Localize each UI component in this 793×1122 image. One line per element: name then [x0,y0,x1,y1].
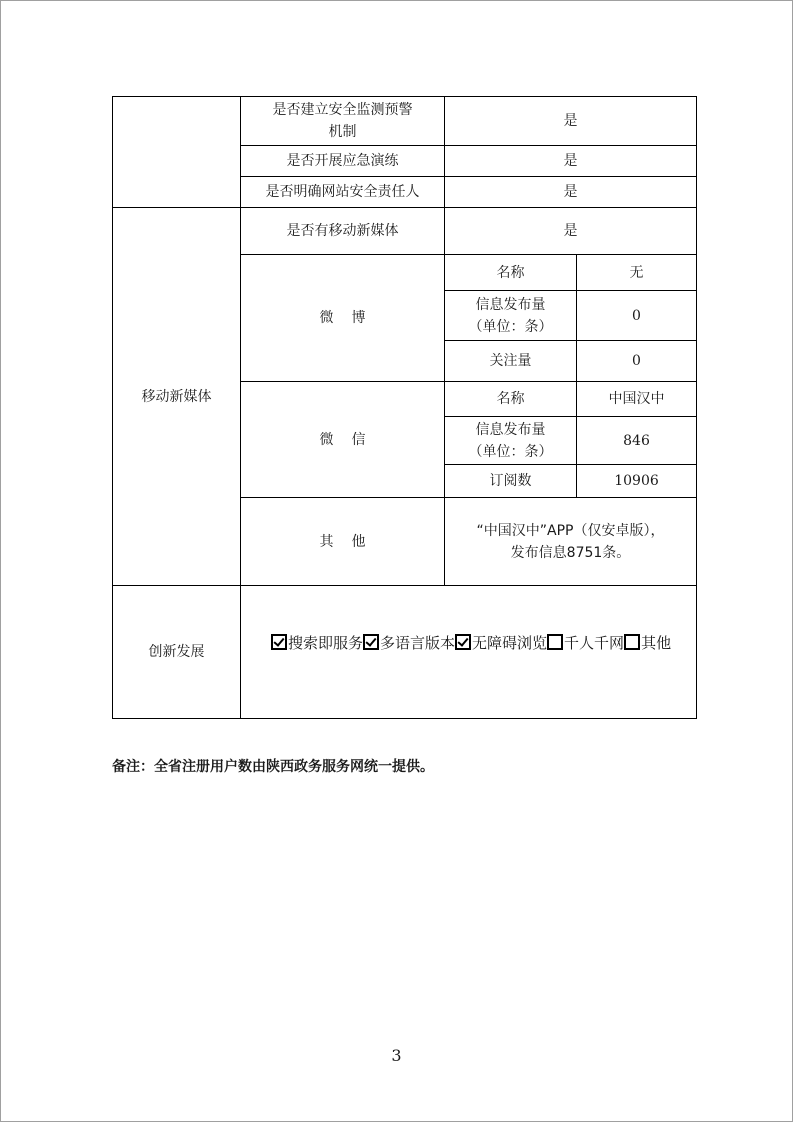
table-rule [696,96,697,719]
security-monitoring-label: 是否建立安全监测预警 机制 [272,102,413,140]
weibo-followers-value: 0 [632,353,641,369]
security-officer-label: 是否明确网站安全责任人 [265,184,420,200]
option-label: 无障碍浏览 [472,633,548,652]
other-media-value: “中国汉中”APP（仅安卓版）， 发布信息8751条。 [476,522,665,561]
security-officer-value: 是 [563,184,578,200]
option-label: 搜索即服务 [288,633,364,652]
weibo-posts-label: 信息发布量 （单位：条） [468,296,553,335]
innovation-options [271,630,671,654]
new-media-section-label: 移动新媒体 [141,388,212,405]
wechat-name-value: 中国汉中 [608,391,665,407]
weibo-followers-label: 关注量 [489,353,532,369]
wechat-label: 微信 [319,431,384,448]
checkbox-empty-icon[interactable] [547,634,563,650]
weibo-name-value: 无 [629,264,644,281]
checkbox-checked-icon[interactable] [455,634,471,650]
other-media-label: 其他 [319,533,384,550]
emergency-drill-label: 是否开展应急演练 [286,153,399,169]
wechat-posts-value: 846 [623,432,650,449]
weibo-name-label: 名称 [496,264,525,281]
table-rule [112,718,697,719]
checkbox-checked-icon[interactable] [271,634,287,650]
option-label: 其他 [641,633,672,652]
weibo-label: 微博 [319,310,384,326]
option-label: 多语言版本 [380,633,456,652]
wechat-posts-label: 信息发布量 （单位：条） [468,421,553,460]
wechat-subscribers-value: 10906 [614,473,659,489]
footnote: 备注：全省注册用户数由陕西政务服务网统一提供。 [112,759,434,775]
security-monitoring-value: 是 [563,113,578,129]
checkbox-checked-icon[interactable] [363,634,379,650]
emergency-drill-value: 是 [563,153,578,169]
has-new-media-value: 是 [563,223,578,239]
weibo-posts-value: 0 [632,307,641,324]
page-number: 3 [391,1046,402,1065]
has-new-media-label: 是否有移动新媒体 [286,223,399,239]
wechat-subscribers-label: 订阅数 [489,473,532,489]
checkbox-empty-icon[interactable] [624,634,640,650]
wechat-name-label: 名称 [496,391,525,407]
option-label: 千人千网 [564,633,625,652]
innovation-label: 创新发展 [148,644,205,660]
